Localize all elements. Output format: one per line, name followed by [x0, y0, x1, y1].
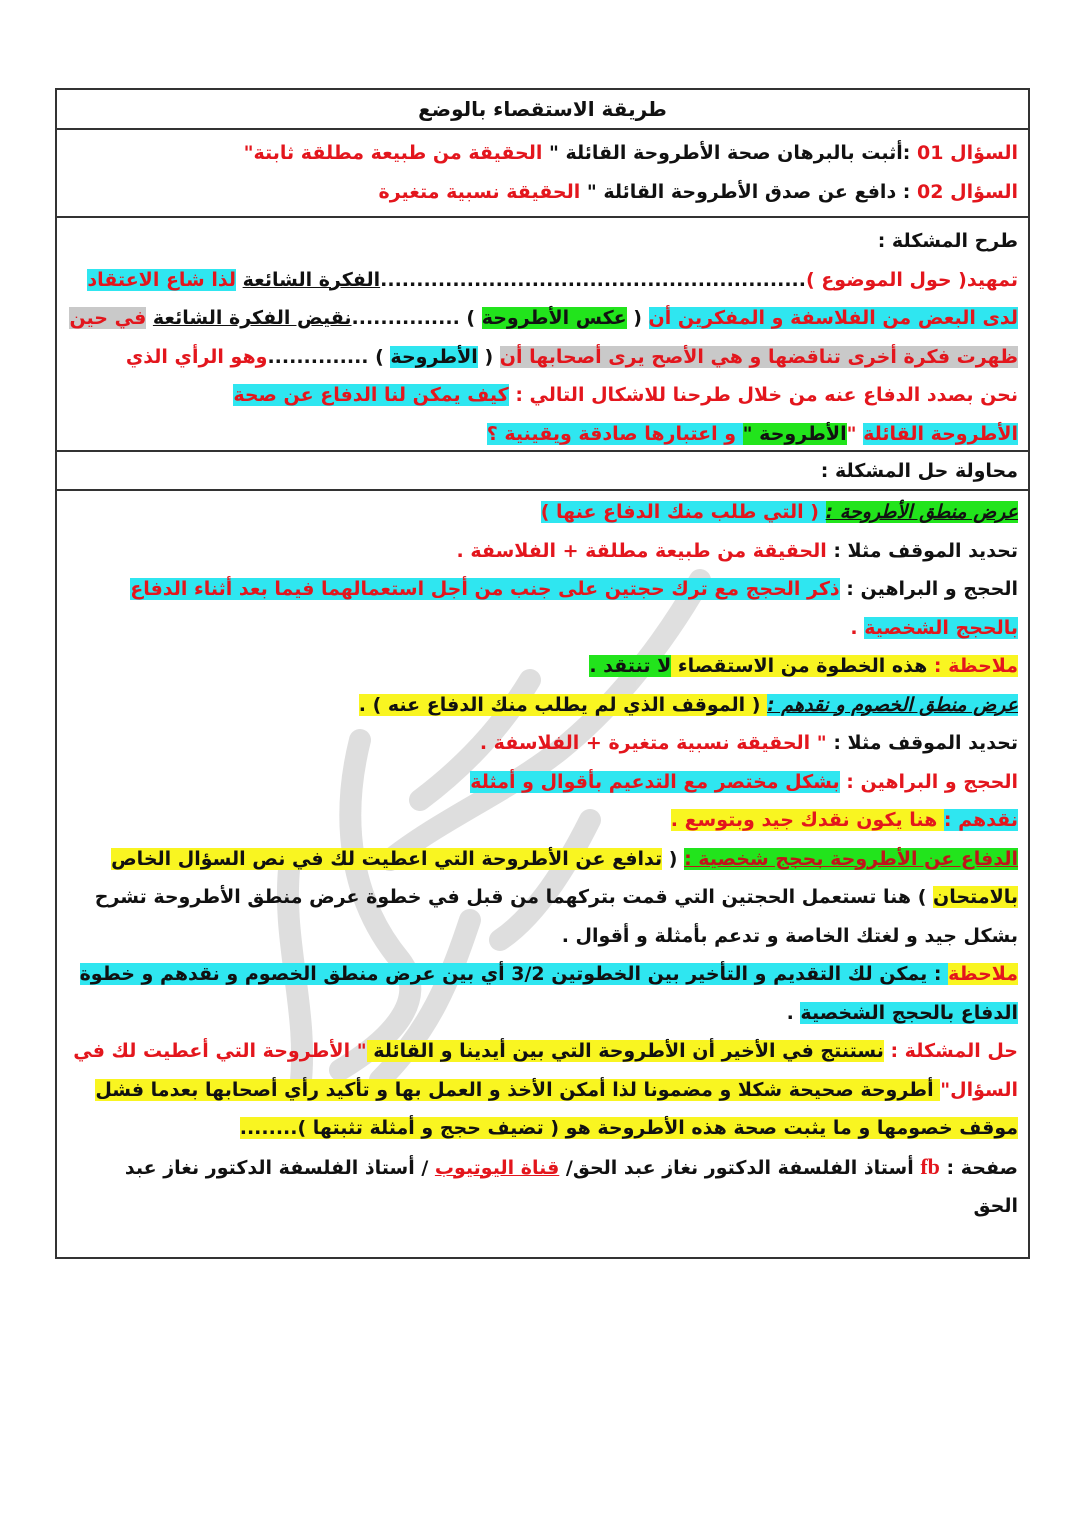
question-1-text: :أثبت بالبرهان صحة الأطروحة القائلة " — [542, 142, 918, 164]
intro-label: تمهيد( حول الموضوع ) — [806, 268, 1018, 291]
defending-line — [67, 376, 1018, 415]
appeared-line — [67, 338, 1018, 377]
arguments-label: الحجج و البراهين : — [839, 770, 1018, 793]
thesis-quoted: الأطروحة " — [742, 422, 847, 445]
facebook-label: fb — [920, 1153, 940, 1179]
some-philosophers: لدى البعض من الفلاسفة و المفكرين أن — [648, 307, 1018, 329]
philosophers-line — [67, 299, 1018, 338]
opposite-thesis: عكس الأطروحة — [481, 307, 627, 329]
period: . — [850, 616, 865, 639]
problem-question-3: و اعتبارها صادقة ويقينية ؟ — [486, 422, 743, 445]
defense-cont-line — [67, 878, 1018, 917]
position-label: تحديد الموقف مثلا : — [826, 539, 1018, 562]
quote: " — [846, 422, 864, 445]
solution-quote-1: " الأطروحة التي أعطيت لك في — [73, 1040, 367, 1062]
question-2 — [67, 173, 1018, 212]
note-2-text: : يمكن لك التقديم و التأخير بين الخطوتين 3/2 أي بين عرض منطق الخصوم و نقدهم و خطوة — [79, 963, 949, 985]
solution-quote-2: السؤال" — [940, 1078, 1018, 1101]
credits-label: صفحة : — [939, 1156, 1018, 1179]
solution-text-3: موقف خصومها و ما يثبت صحة هذه الأطروحة هو ( تضيف حجج و أمثلة تثبتها )........ — [239, 1117, 1018, 1139]
credits-text-2: / أستاذ الفلسفة الدكتور نغاز عبد — [124, 1156, 435, 1179]
position-2: " الحقيقة نسبية متغيرة + الفلاسفة . — [479, 732, 827, 754]
arguments-2: بشكل مختصر مع التدعيم بأقوال و أمثلة — [470, 770, 840, 793]
whereas: في حين — [69, 307, 147, 329]
critique-text: هنا يكون نقدك جيد وبتوسع . — [670, 809, 944, 831]
problem-question-1: كيف يمكن لنا الدفاع عن صحة — [233, 384, 509, 406]
dots: ) .............. — [267, 345, 391, 368]
question-2-thesis: الحقيقة نسبية متغيرة — [378, 180, 581, 203]
arguments-1-line — [67, 570, 1018, 609]
period: . — [786, 1001, 801, 1024]
note-1-emphasis: لا تنتقد . — [589, 655, 672, 677]
question-1 — [67, 134, 1018, 173]
thesis-logic-label: عرض منطق الأطروحة : — [825, 501, 1018, 523]
questions-section — [57, 130, 1028, 218]
defense-text: تدافع عن الأطروحة التي اعطيت لك في نص السؤال الخاص — [111, 847, 663, 870]
position-label: تحديد الموقف مثلا : — [826, 732, 1018, 754]
note-1-label: ملاحظة : — [927, 655, 1018, 677]
credits-line — [67, 1148, 1018, 1188]
attempt-heading-text: محاولة حل المشكلة : — [820, 460, 1018, 482]
appeared-text: ظهرت فكرة أخرى تناقضها و هي الأصح يرى أصحابها أن — [499, 345, 1018, 368]
document-table — [55, 88, 1030, 1259]
question-line — [67, 415, 1018, 454]
solution-line-3 — [67, 1109, 1018, 1148]
arguments-1: ذكر الحجج مع ترك حجتين على جنب من أجل استعمالهما فيما بعد أثناء الدفاع — [130, 578, 840, 600]
thesis-logic-note: ( التي طلب منك الدفاع عنها ) — [540, 501, 826, 523]
defense-cont-2-line — [67, 917, 1018, 956]
note-2-cont: الدفاع بالحجج الشخصية — [800, 1001, 1018, 1024]
antithesis-common: نقيض الفكرة الشائعة — [152, 307, 352, 329]
dots: ) ............... — [351, 307, 482, 329]
common-idea: الفكرة الشائعة — [242, 268, 381, 291]
problem-question-2: الأطروحة القائلة — [863, 422, 1018, 445]
credits-line-2 — [67, 1187, 1018, 1226]
intro-line — [67, 261, 1018, 300]
note-1-line — [67, 647, 1018, 686]
solution-text-1: نستنتج في الأخير أن الأطروحة التي بين أيدينا و القائلة — [366, 1040, 884, 1062]
opponents-note: ( الموقف الذي لم يطلب منك الدفاع عنه ) . — [358, 693, 768, 716]
credits-text-3: الحق — [973, 1195, 1018, 1217]
critique-label: نقدهم : — [943, 809, 1018, 831]
question-1-label: السؤال 01 — [917, 142, 1018, 164]
thesis: الأطروحة — [390, 345, 478, 368]
position-1-line — [67, 532, 1018, 571]
attempt-heading-section — [57, 452, 1028, 491]
attempt-heading — [67, 452, 1018, 491]
defense-line — [67, 840, 1018, 879]
paren: ( — [662, 847, 685, 870]
defending-text: نحن بصدد الدفاع عنه من خلال طرحنا للاشكال التالي : — [508, 384, 1018, 406]
youtube-channel-link[interactable]: قناة اليوتيوب — [434, 1156, 560, 1179]
defense-cont: ) هنا تستعمل الحجتين التي قمت بتركهما من قبل في خطوة عرض منطق الأطروحة تشرح — [94, 886, 934, 908]
defense-label: الدفاع عن الأطروحة بحجج شخصية : — [684, 847, 1018, 870]
question-2-text: : دافع عن صدق الأطروحة القائلة " — [580, 180, 918, 203]
solution-line-2 — [67, 1071, 1018, 1110]
arguments-1-cont-line — [67, 609, 1018, 648]
paren: ( — [626, 307, 649, 329]
title-text: طريقة الاستقصاء بالوضع — [418, 97, 667, 121]
solution-text-2: أطروحة صحيحة شكلا و مضمونا لذا أمكن الأخذ و العمل بها و تأكيد رأي أصحابها بعدما فشل — [95, 1078, 941, 1101]
solution-label: حل المشكلة : — [883, 1040, 1018, 1062]
solution-attempt-section — [57, 491, 1028, 1257]
position-2-line — [67, 724, 1018, 763]
opponents-label: عرض منطق الخصوم و نقدهم : — [767, 693, 1018, 716]
note-2-line — [67, 955, 1018, 994]
opponents-line — [67, 686, 1018, 725]
problem-heading — [67, 222, 1018, 261]
credits-text-1: أستاذ الفلسفة الدكتور نغاز عبد الحق/ — [559, 1156, 921, 1179]
which-view: وهو الرأي الذي — [125, 345, 268, 368]
intro-dots: ........................................................... — [380, 268, 806, 291]
position-1: الحقيقة من طبيعة مطلقة + الفلاسفة . — [456, 539, 827, 562]
note-2-label: ملاحظة — [948, 963, 1018, 985]
note-2-cont-line — [67, 994, 1018, 1033]
thesis-logic-line — [67, 493, 1018, 532]
critique-line — [67, 801, 1018, 840]
solution-line-1 — [67, 1032, 1018, 1071]
arguments-1-cont: بالحجج الشخصية — [864, 616, 1018, 639]
defense-cont-2: بشكل جيد و لغتك الخاصة و تدعم بأمثلة و أقوال . — [561, 924, 1018, 947]
arguments-label: الحجج و البراهين : — [839, 578, 1018, 600]
arguments-2-line — [67, 763, 1018, 802]
note-1-text: هذه الخطوة من الاستقصاء — [671, 655, 928, 677]
paren: ( — [477, 345, 500, 368]
question-1-thesis: الحقيقة من طبيعة مطلقة ثابتة" — [243, 142, 543, 164]
problem-statement-section — [57, 218, 1028, 452]
hence-belief: لذا شاع الاعتقاد — [87, 268, 236, 291]
document-title — [57, 90, 1028, 130]
exam-word: بالامتحان — [933, 886, 1018, 908]
problem-heading-text: طرح المشكلة : — [877, 230, 1018, 252]
question-2-label: السؤال 02 — [917, 180, 1018, 203]
